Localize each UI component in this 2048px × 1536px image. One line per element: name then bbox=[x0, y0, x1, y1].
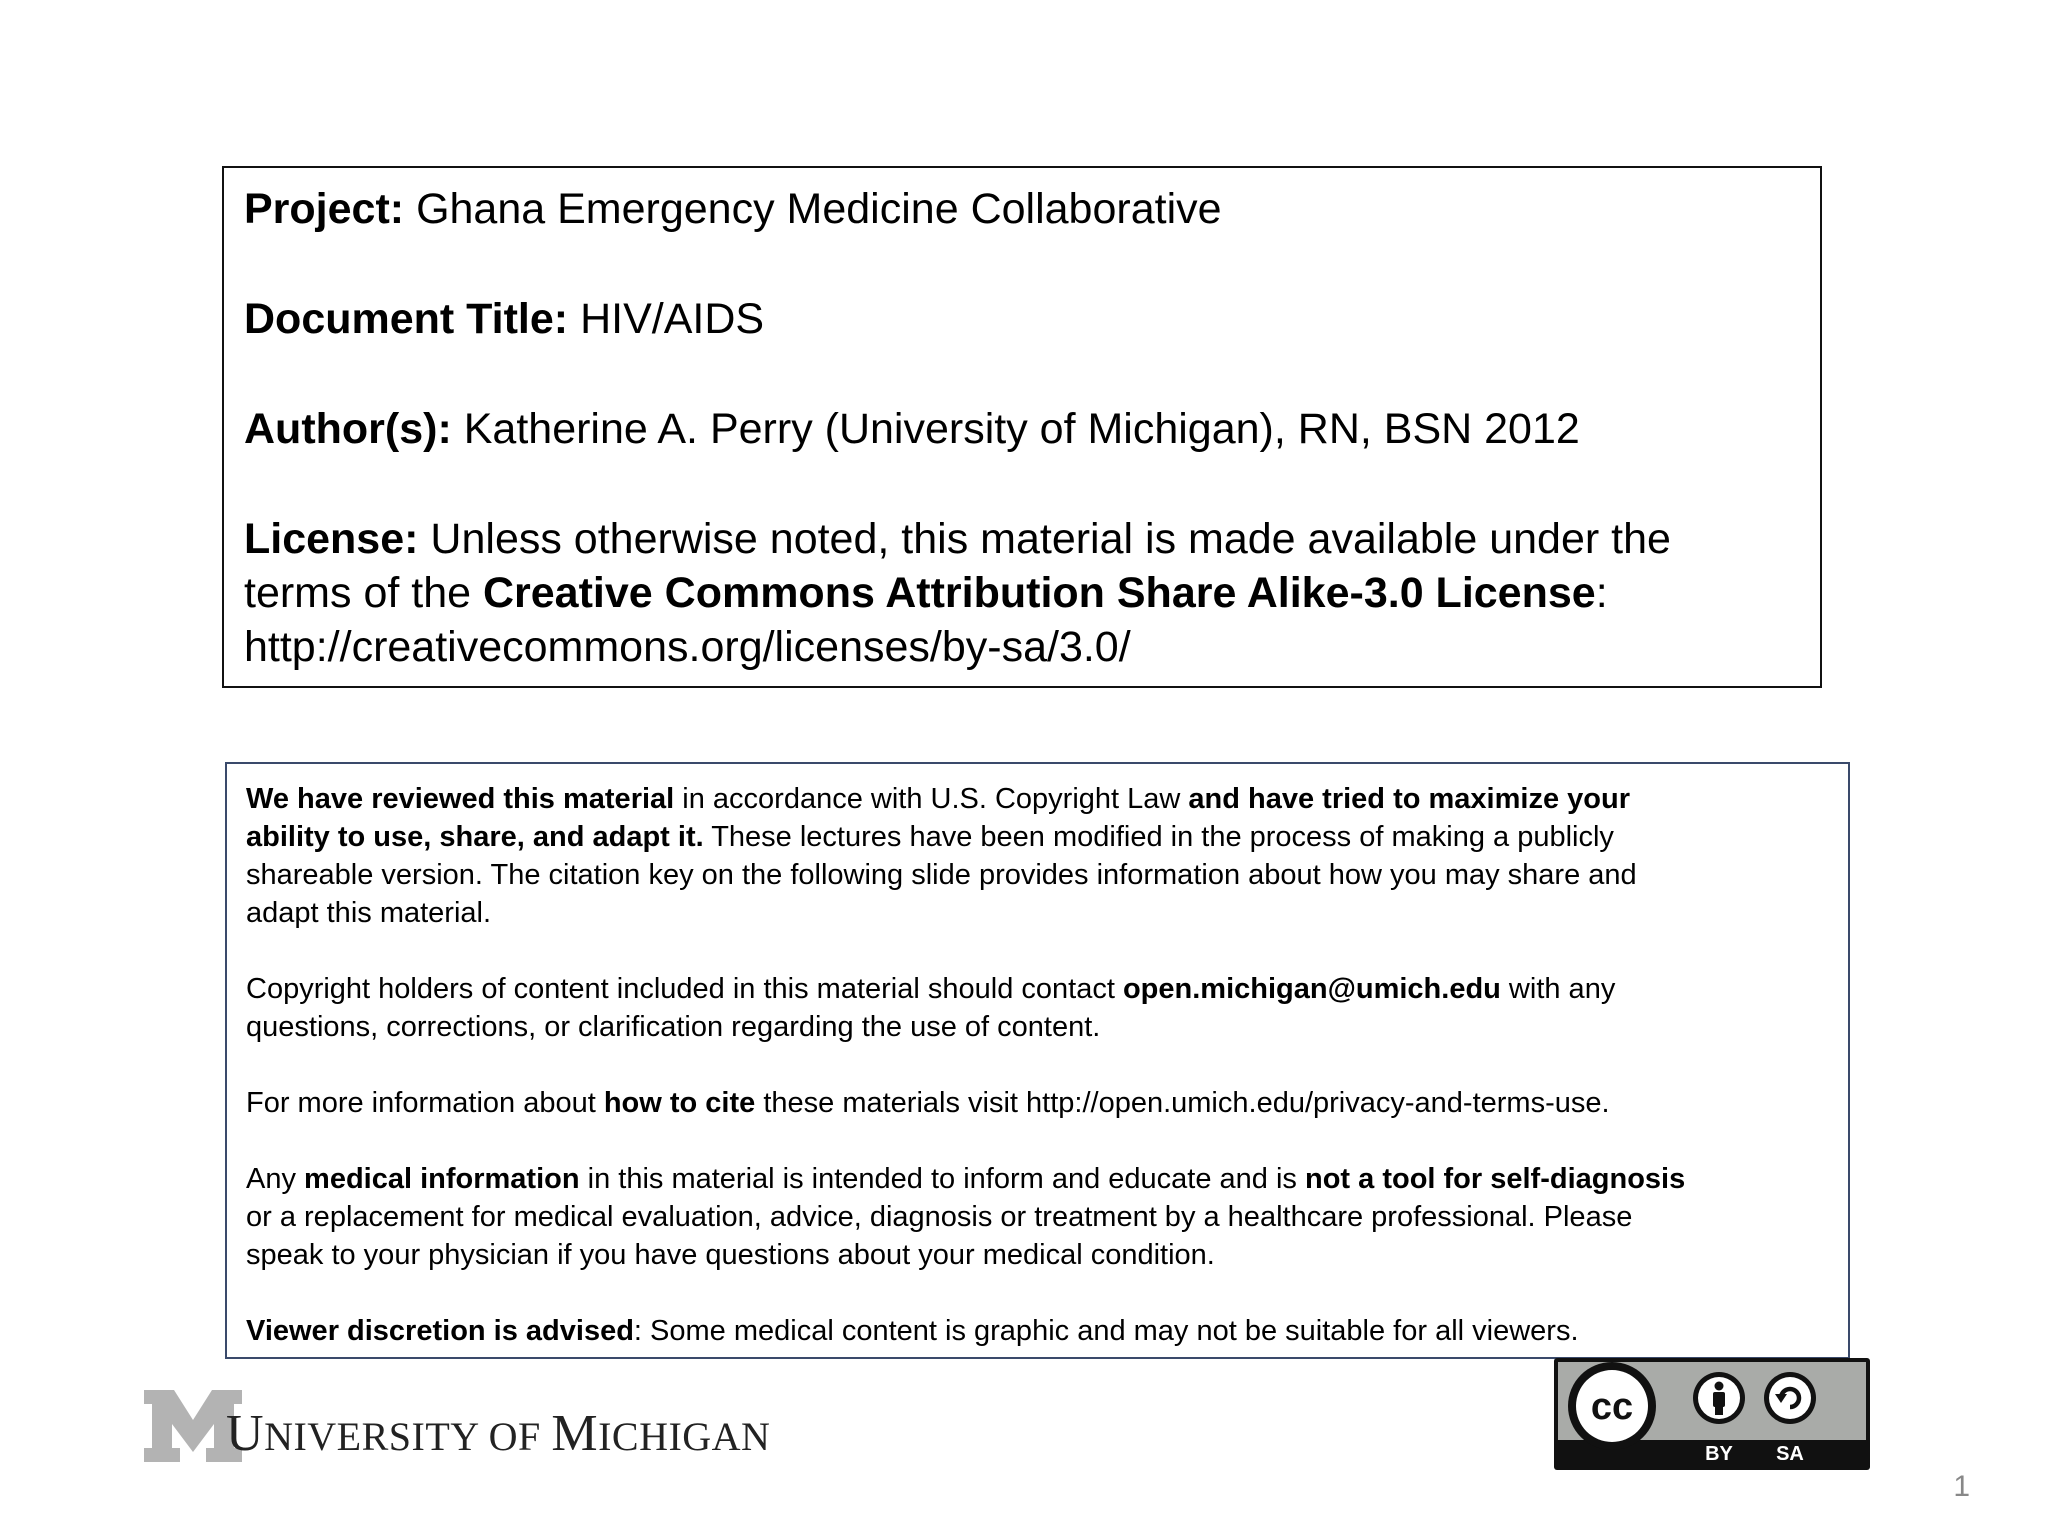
notice-text: in this material is intended to inform and educate and is bbox=[579, 1163, 1305, 1195]
cc-sa-label: SA bbox=[1776, 1443, 1804, 1465]
creative-commons-by-sa-badge bbox=[1554, 1358, 1870, 1470]
notice-text: or a replacement for medical evaluation, advice, diagnosis or treatment by a healthcare professional. Please bbox=[246, 1201, 1633, 1233]
notice-text: in accordance with U.S. Copyright Law bbox=[674, 783, 1189, 815]
author-label: Author(s): bbox=[244, 405, 452, 453]
cc-text: cc bbox=[1590, 1386, 1634, 1428]
document-title-label: Document Title: bbox=[244, 295, 569, 343]
license-url[interactable]: http://creativecommons.org/licenses/by-sa/3.0/ bbox=[244, 623, 1131, 671]
notice-text: : Some medical content is graphic and may not be suitable for all viewers. bbox=[633, 1315, 1579, 1347]
license-text: terms of the bbox=[244, 569, 472, 617]
author-line bbox=[244, 402, 1800, 456]
university-of-michigan-logo bbox=[144, 1388, 784, 1464]
document-title-value: HIV/AIDS bbox=[580, 295, 765, 343]
author-value: Katherine A. Perry (University of Michigan), RN, BSN 2012 bbox=[463, 405, 1580, 453]
notice-paragraph-medical bbox=[246, 1160, 1829, 1274]
notice-text: shareable version. The citation key on the following slide provides information about how you may share and bbox=[246, 859, 1637, 891]
notice-text: For more information about bbox=[246, 1087, 604, 1119]
notice-paragraph-review bbox=[246, 780, 1829, 932]
notice-text: Copyright holders of content included in this material should contact bbox=[246, 973, 1123, 1005]
document-info-box bbox=[222, 166, 1822, 688]
notice-text: with any bbox=[1500, 973, 1616, 1005]
notice-text: These lectures have been modified in the process of making a publicly bbox=[703, 821, 1614, 853]
notice-bold: and have tried to maximize your bbox=[1188, 783, 1630, 815]
logo-letter: M bbox=[551, 1405, 599, 1462]
notice-paragraph-discretion bbox=[246, 1312, 1829, 1350]
notice-text: Any bbox=[246, 1163, 305, 1195]
notice-bold: medical information bbox=[304, 1163, 580, 1195]
notice-bold: ability to use, share, and adapt it. bbox=[246, 821, 704, 853]
license-label: License: bbox=[244, 515, 419, 563]
logo-wordmark bbox=[226, 1404, 770, 1463]
notice-bold: We have reviewed this material bbox=[246, 783, 675, 815]
contact-email-link[interactable]: open.michigan@umich.edu bbox=[1122, 973, 1501, 1005]
document-title-line bbox=[244, 292, 1800, 346]
license-block bbox=[244, 512, 1800, 674]
notice-bold: Viewer discretion is advised bbox=[246, 1315, 634, 1347]
project-value: Ghana Emergency Medicine Collaborative bbox=[416, 185, 1222, 233]
project-line bbox=[244, 182, 1800, 236]
cc-by-label: BY bbox=[1705, 1443, 1733, 1465]
license-name: Creative Commons Attribution Share Alike-3.0 License bbox=[482, 569, 1596, 617]
share-alike-icon bbox=[1764, 1372, 1816, 1424]
license-text: Unless otherwise noted, this material is made available under the bbox=[430, 515, 1671, 563]
notice-bold: how to cite bbox=[603, 1087, 756, 1119]
notice-paragraph-contact bbox=[246, 970, 1829, 1046]
logo-letter: U bbox=[226, 1405, 265, 1462]
logo-text: NIVERSITY OF bbox=[264, 1414, 552, 1459]
attribution-icon bbox=[1693, 1372, 1745, 1424]
logo-text: ICHIGAN bbox=[598, 1414, 771, 1459]
notice-text: questions, corrections, or clarification regarding the use of content. bbox=[246, 1011, 1101, 1043]
notice-text: speak to your physician if you have questions about your medical condition. bbox=[246, 1239, 1215, 1271]
notice-text: these materials visit http://open.umich.edu/privacy-and-terms-use. bbox=[755, 1087, 1610, 1119]
notice-bold: not a tool for self-diagnosis bbox=[1305, 1163, 1686, 1195]
project-label: Project: bbox=[244, 185, 405, 233]
copyright-notice-box bbox=[225, 762, 1850, 1359]
cc-logo-icon bbox=[1568, 1362, 1656, 1450]
license-colon: : bbox=[1595, 569, 1608, 617]
notice-text: adapt this material. bbox=[246, 897, 492, 929]
page-number: 1 bbox=[1953, 1470, 1970, 1503]
notice-paragraph-cite bbox=[246, 1084, 1829, 1122]
